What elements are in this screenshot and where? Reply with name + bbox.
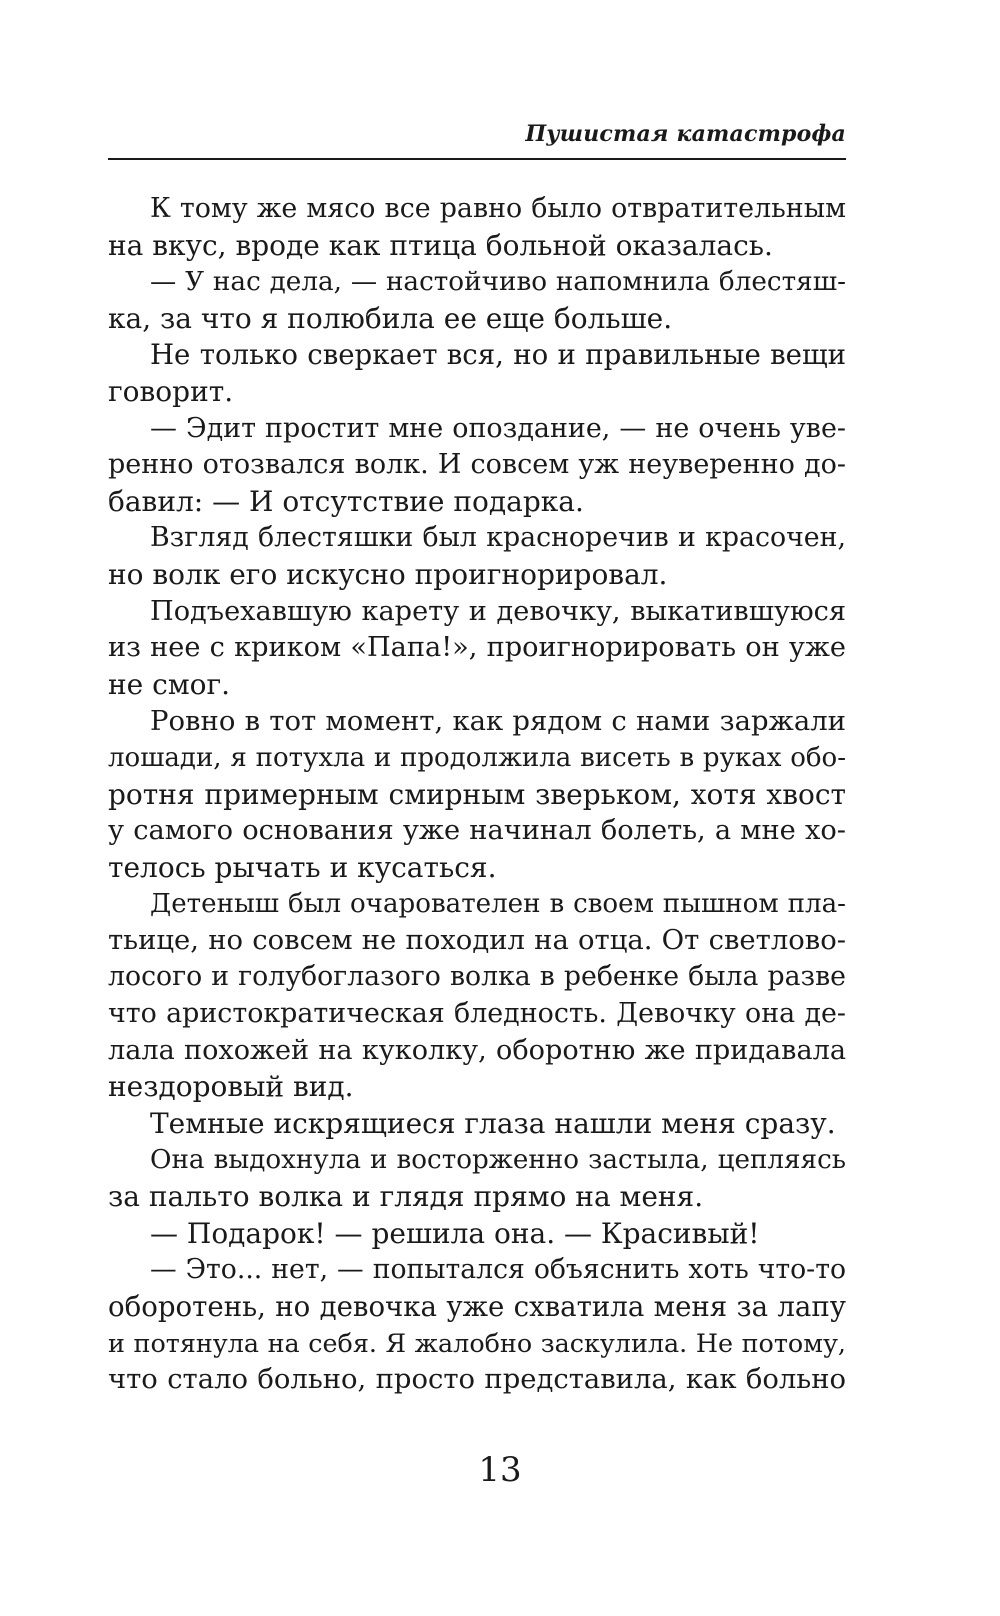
text-line: Подъехавшую карету и девочку, выкатившуюся <box>150 595 846 627</box>
page-number: 13 <box>478 1450 522 1490</box>
text-line: на вкус, вроде как птица больной оказалась. <box>108 228 773 262</box>
text-line: что аристократическая бледность. Девочку она де- <box>108 998 846 1030</box>
header-rule <box>108 158 846 160</box>
text-line: — Подарок! — решила она. — Красивый! <box>150 1216 760 1250</box>
text-line: лала похожей на куколку, оборотню же придавала <box>108 1034 846 1066</box>
text-line: но волк его искусно проигнорировал. <box>108 557 668 591</box>
body-text <box>108 191 846 1399</box>
text-line: Взгляд блестяшки был красноречив и красочен, <box>150 522 846 554</box>
text-line: ренно отозвался волк. И совсем уж неуверенно до- <box>108 449 846 481</box>
text-line: лошади, я потухла и продолжила висеть в руках обо- <box>108 742 846 773</box>
text-line: телось рычать и кусаться. <box>108 850 497 884</box>
text-line: ротня примерным смирным зверьком, хотя хвост <box>108 777 846 811</box>
text-line: за пальто волка и глядя прямо на меня. <box>108 1180 704 1214</box>
text-line: оборотень, но девочка уже схватила меня за лапу <box>108 1289 846 1323</box>
text-line: тьице, но совсем не походил на отца. От светлово- <box>108 924 846 956</box>
text-line: — У нас дела, — настойчиво напомнила блестяш- <box>150 267 846 298</box>
running-header <box>108 121 846 161</box>
text-line: нездоровый вид. <box>108 1070 354 1104</box>
text-line: из нее с криком «Папа!», проигнорировать он уже <box>108 632 846 664</box>
text-line: что стало больно, просто представила, как больно <box>108 1364 846 1395</box>
text-line: лосого и голубоглазого волка в ребенке была разве <box>108 961 846 993</box>
text-line: Она выдохнула и восторженно застыла, цепляясь <box>150 1145 846 1176</box>
text-line: Темные искрящиеся глаза нашли меня сразу. <box>150 1106 836 1140</box>
text-line: у самого основания уже начинал болеть, а мне хо- <box>108 815 846 847</box>
text-line: и потянула на себя. Я жалобно заскулила. Не потому, <box>108 1328 846 1359</box>
text-line: — Эдит простит мне опоздание, — не очень уве- <box>150 412 846 444</box>
text-line: бавил: — И отсутствие подарка. <box>108 484 584 518</box>
text-line: — Это... нет, — попытался объяснить хоть что-то <box>150 1254 846 1286</box>
text-line: Не только сверкает вся, но и правильные вещи <box>150 338 846 372</box>
text-line: ка, за что я полюбила ее еще больше. <box>108 301 673 335</box>
running-title: Пушистая катастрофа <box>525 121 846 147</box>
text-line: не смог. <box>108 667 231 701</box>
text-line: говорит. <box>108 374 234 408</box>
text-line: Ровно в тот момент, как рядом с нами заржали <box>150 705 846 738</box>
text-line: Детеныш был очарователен в своем пышном пла- <box>150 889 846 920</box>
text-line: К тому же мясо все равно было отвратительным <box>150 193 846 224</box>
